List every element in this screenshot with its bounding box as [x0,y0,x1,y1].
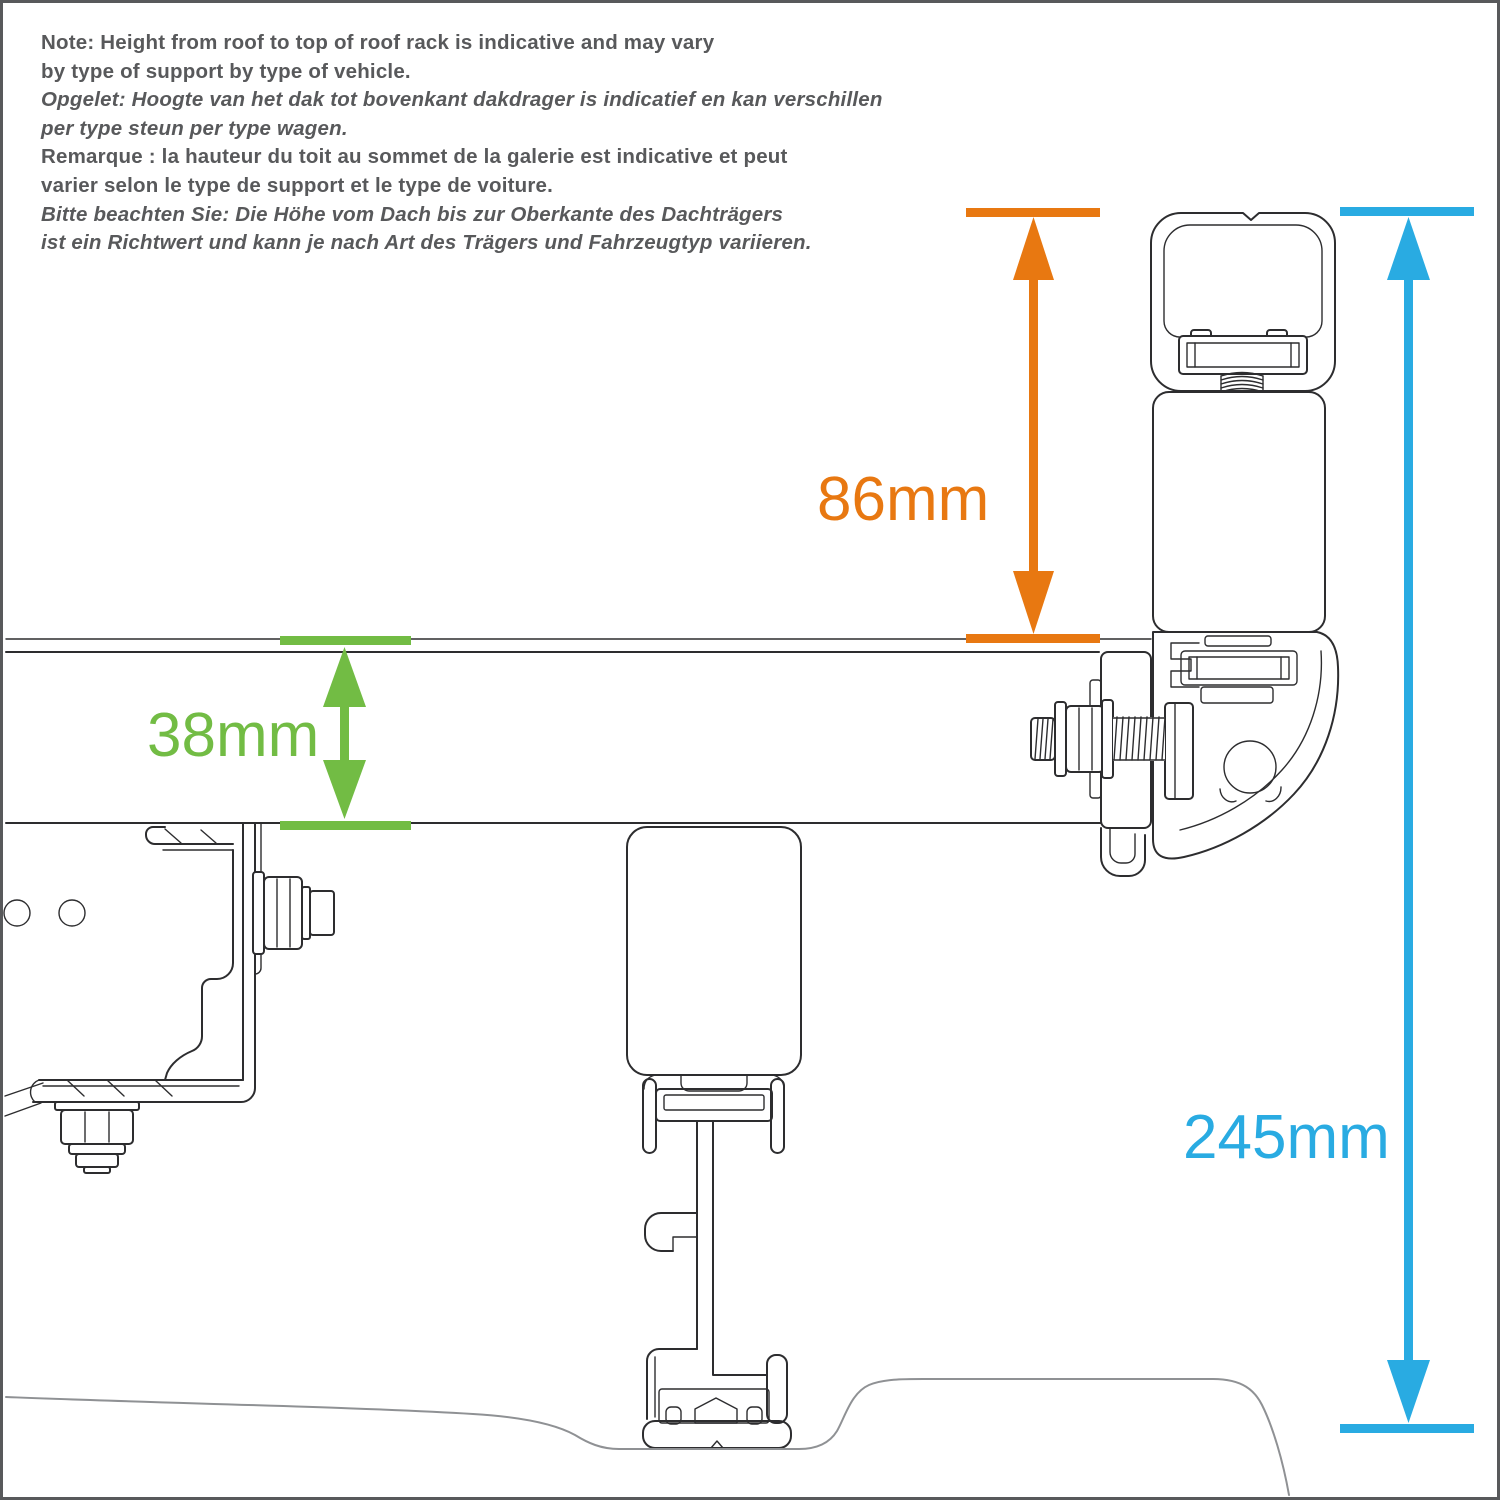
note-line-nl-1: Opgelet: Hoogte van het dak tot bovenkant dakdrager is indicatief en kan verschillen [41,88,883,112]
roof-rack-cross-section-diagram [3,3,1500,1500]
note-line-de-1: Bitte beachten Sie: Die Höhe vom Dach bis zur Oberkante des Dachträgers [41,202,784,226]
dimension-label-38mm: 38mm [147,701,320,770]
dimension-245mm-top-tick [1340,207,1474,216]
dimension-label-86mm: 86mm [817,465,990,534]
dimension-86mm-arrow-up [1013,217,1054,280]
crossbar-profile [1151,213,1335,392]
dimension-38mm-arrow-up [323,647,366,707]
clamp-bolt [1031,700,1165,778]
note-line-fr-2: varier selon le type de support et le type de voiture. [41,173,554,197]
note-line-de-2: ist ein Richtwert und kann je nach Art des Trägers und Fahrzeugtyp variieren. [41,231,812,255]
dimension-86mm-arrow-down [1013,571,1054,634]
dimension-86mm-bottom-tick [966,634,1100,643]
left-bracket [4,824,334,1173]
dimension-245mm-arrow-up [1387,217,1430,280]
dimension-38mm [147,636,411,830]
dimension-label-245mm: 245mm [1183,1103,1390,1172]
dimension-245mm-bottom-tick [1340,1424,1474,1433]
dimension-245mm-arrow-down [1387,1360,1430,1423]
note-line-en-2: by type of support by type of vehicle. [41,59,411,83]
clamp-body [1153,392,1325,632]
clamp-foot-profile [1153,632,1338,859]
note-line-en-1: Note: Height from roof to top of roof rack is indicative and may vary [41,31,715,54]
middle-support-leg [627,827,801,1448]
note-line-nl-2: per type steun per type wagen. [41,116,348,140]
dimension-245mm-line [1404,243,1413,1393]
dimension-38mm-top-tick [280,636,411,645]
dimension-86mm-line [1029,243,1038,603]
note-line-fr-1: Remarque : la hauteur du toit au sommet de la galerie est indicative et peut [41,145,788,169]
spring-coil [1221,373,1263,393]
dimension-86mm [817,208,1100,643]
dimension-38mm-bottom-tick [280,821,411,830]
dimension-38mm-arrow-down [323,760,366,819]
dimension-86mm-top-tick [966,208,1100,217]
